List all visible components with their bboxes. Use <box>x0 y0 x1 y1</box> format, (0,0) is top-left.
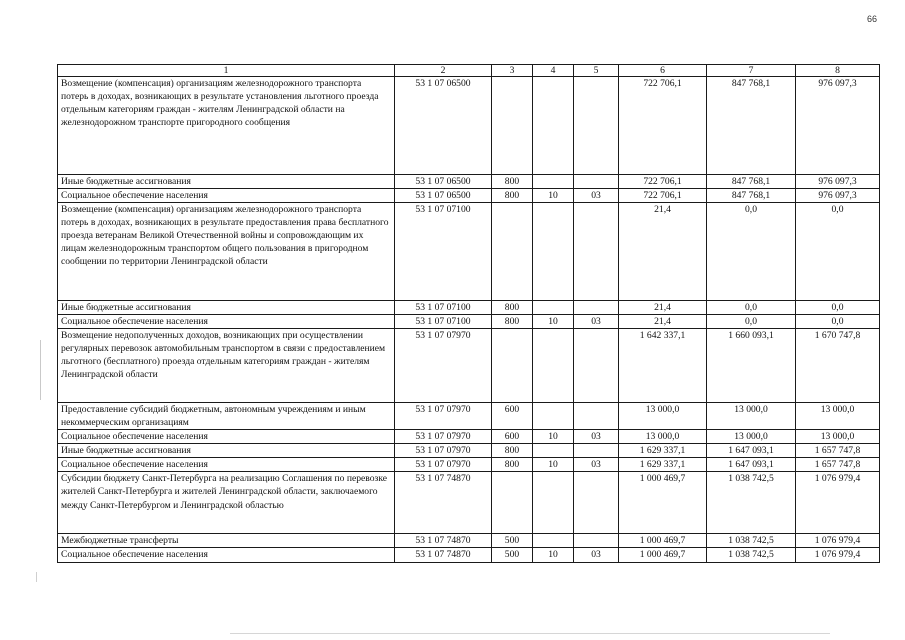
section <box>533 534 574 548</box>
row-name: Возмещение (компенсация) организациям железнодорожного транспорта потерь в доходах, возникающих в результате установления льготного проезда отдельным категориям граждан - жителям Ленинградской области на железнодорожном транспорте пригородного сообщения <box>58 77 395 175</box>
amount-year-1: 21,4 <box>619 203 707 301</box>
section <box>533 203 574 301</box>
table-row <box>58 458 880 472</box>
amount-year-3: 13 000,0 <box>796 403 880 430</box>
expense-type <box>492 472 533 534</box>
row-name: Иные бюджетные ассигнования <box>58 301 395 315</box>
subsection <box>574 329 619 403</box>
amount-year-2: 847 768,1 <box>707 77 796 175</box>
column-header: 2 <box>395 65 492 77</box>
subsection <box>574 203 619 301</box>
subsection: 03 <box>574 548 619 562</box>
page-number: 66 <box>866 14 877 24</box>
section <box>533 175 574 189</box>
target-code: 53 1 07 07100 <box>395 315 492 329</box>
table-row <box>58 203 880 301</box>
amount-year-1: 13 000,0 <box>619 430 707 444</box>
amount-year-2: 13 000,0 <box>707 430 796 444</box>
section <box>533 301 574 315</box>
expense-type <box>492 329 533 403</box>
target-code: 53 1 07 06500 <box>395 175 492 189</box>
subsection <box>574 77 619 175</box>
subsection <box>574 301 619 315</box>
amount-year-3: 976 097,3 <box>796 77 880 175</box>
expense-type <box>492 203 533 301</box>
target-code: 53 1 07 74870 <box>395 534 492 548</box>
column-header: 7 <box>707 65 796 77</box>
row-name: Социальное обеспечение населения <box>58 458 395 472</box>
target-code: 53 1 07 07970 <box>395 430 492 444</box>
section: 10 <box>533 189 574 203</box>
table-row <box>58 403 880 430</box>
amount-year-3: 1 076 979,4 <box>796 534 880 548</box>
subsection: 03 <box>574 189 619 203</box>
amount-year-2: 847 768,1 <box>707 189 796 203</box>
table-row <box>58 77 880 175</box>
target-code: 53 1 07 74870 <box>395 472 492 534</box>
table-row <box>58 175 880 189</box>
amount-year-1: 21,4 <box>619 301 707 315</box>
expense-type: 800 <box>492 444 533 458</box>
section: 10 <box>533 548 574 562</box>
scan-artifact <box>36 572 37 582</box>
expense-type: 800 <box>492 458 533 472</box>
amount-year-1: 1 629 337,1 <box>619 444 707 458</box>
section <box>533 77 574 175</box>
amount-year-2: 1 038 742,5 <box>707 534 796 548</box>
scan-artifact <box>40 340 41 400</box>
subsection: 03 <box>574 458 619 472</box>
row-name: Возмещение недополученных доходов, возникающих при осуществлении регулярных перевозок автомобильным транспортом в связи с предоставлением льготного (бесплатного) проезда отдельным категориям граждан - жителям Ленинградской области <box>58 329 395 403</box>
amount-year-3: 1 657 747,8 <box>796 444 880 458</box>
target-code: 53 1 07 06500 <box>395 189 492 203</box>
subsection: 03 <box>574 315 619 329</box>
subsection <box>574 403 619 430</box>
amount-year-1: 722 706,1 <box>619 189 707 203</box>
column-header: 1 <box>58 65 395 77</box>
amount-year-2: 1 647 093,1 <box>707 458 796 472</box>
row-name: Межбюджетные трансферты <box>58 534 395 548</box>
amount-year-1: 21,4 <box>619 315 707 329</box>
subsection <box>574 175 619 189</box>
amount-year-3: 0,0 <box>796 301 880 315</box>
amount-year-2: 1 660 093,1 <box>707 329 796 403</box>
target-code: 53 1 07 07100 <box>395 301 492 315</box>
table-row <box>58 548 880 562</box>
expense-type: 500 <box>492 548 533 562</box>
row-name: Социальное обеспечение населения <box>58 315 395 329</box>
target-code: 53 1 07 07970 <box>395 403 492 430</box>
target-code: 53 1 07 07100 <box>395 203 492 301</box>
expense-type: 800 <box>492 315 533 329</box>
column-header: 3 <box>492 65 533 77</box>
expense-type: 500 <box>492 534 533 548</box>
amount-year-3: 976 097,3 <box>796 175 880 189</box>
section <box>533 472 574 534</box>
amount-year-1: 13 000,0 <box>619 403 707 430</box>
section <box>533 403 574 430</box>
budget-table <box>57 64 880 563</box>
subsection <box>574 444 619 458</box>
amount-year-2: 0,0 <box>707 315 796 329</box>
amount-year-2: 13 000,0 <box>707 403 796 430</box>
row-name: Предоставление субсидий бюджетным, автономным учреждениям и иным некоммерческим организациям <box>58 403 395 430</box>
expense-type: 800 <box>492 189 533 203</box>
expense-type <box>492 77 533 175</box>
column-header: 5 <box>574 65 619 77</box>
amount-year-3: 13 000,0 <box>796 430 880 444</box>
subsection <box>574 472 619 534</box>
section: 10 <box>533 458 574 472</box>
expense-type: 800 <box>492 301 533 315</box>
column-number-row <box>58 65 880 77</box>
scan-artifact <box>230 633 830 634</box>
row-name: Субсидии бюджету Санкт-Петербурга на реализацию Соглашения по перевозке жителей Санкт-Петербурга и жителей Ленинградской области, заключаемого между Санкт-Петербургом и Ленинградской областью <box>58 472 395 534</box>
row-name: Иные бюджетные ассигнования <box>58 175 395 189</box>
row-name: Возмещение (компенсация) организациям железнодорожного транспорта потерь в доходах, возникающих в результате предоставления права бесплатного проезда ветеранам Великой Отечественной войны и сопровождающим их лицам железнодорожным транспортом общего пользования в пригородном сообщении по территории Ленинградской области <box>58 203 395 301</box>
section <box>533 329 574 403</box>
table-row <box>58 444 880 458</box>
table-row <box>58 534 880 548</box>
subsection <box>574 534 619 548</box>
amount-year-1: 1 000 469,7 <box>619 548 707 562</box>
section: 10 <box>533 430 574 444</box>
table-row <box>58 329 880 403</box>
amount-year-1: 1 642 337,1 <box>619 329 707 403</box>
table-row <box>58 189 880 203</box>
subsection: 03 <box>574 430 619 444</box>
amount-year-3: 1 076 979,4 <box>796 472 880 534</box>
target-code: 53 1 07 07970 <box>395 458 492 472</box>
target-code: 53 1 07 06500 <box>395 77 492 175</box>
amount-year-2: 847 768,1 <box>707 175 796 189</box>
table-row <box>58 301 880 315</box>
amount-year-2: 0,0 <box>707 203 796 301</box>
table-row <box>58 472 880 534</box>
row-name: Социальное обеспечение населения <box>58 548 395 562</box>
target-code: 53 1 07 07970 <box>395 329 492 403</box>
section <box>533 444 574 458</box>
amount-year-1: 722 706,1 <box>619 175 707 189</box>
amount-year-3: 0,0 <box>796 203 880 301</box>
amount-year-1: 1 000 469,7 <box>619 472 707 534</box>
amount-year-3: 1 657 747,8 <box>796 458 880 472</box>
section: 10 <box>533 315 574 329</box>
expense-type: 600 <box>492 430 533 444</box>
amount-year-3: 1 670 747,8 <box>796 329 880 403</box>
expense-type: 800 <box>492 175 533 189</box>
column-header: 8 <box>796 65 880 77</box>
table-row <box>58 430 880 444</box>
target-code: 53 1 07 74870 <box>395 548 492 562</box>
row-name: Социальное обеспечение населения <box>58 189 395 203</box>
amount-year-1: 1 629 337,1 <box>619 458 707 472</box>
row-name: Социальное обеспечение населения <box>58 430 395 444</box>
amount-year-3: 0,0 <box>796 315 880 329</box>
amount-year-2: 1 038 742,5 <box>707 472 796 534</box>
amount-year-2: 1 038 742,5 <box>707 548 796 562</box>
target-code: 53 1 07 07970 <box>395 444 492 458</box>
column-header: 6 <box>619 65 707 77</box>
amount-year-1: 722 706,1 <box>619 77 707 175</box>
row-name: Иные бюджетные ассигнования <box>58 444 395 458</box>
expense-type: 600 <box>492 403 533 430</box>
column-header: 4 <box>533 65 574 77</box>
amount-year-3: 976 097,3 <box>796 189 880 203</box>
table-row <box>58 315 880 329</box>
amount-year-2: 0,0 <box>707 301 796 315</box>
amount-year-3: 1 076 979,4 <box>796 548 880 562</box>
amount-year-1: 1 000 469,7 <box>619 534 707 548</box>
amount-year-2: 1 647 093,1 <box>707 444 796 458</box>
